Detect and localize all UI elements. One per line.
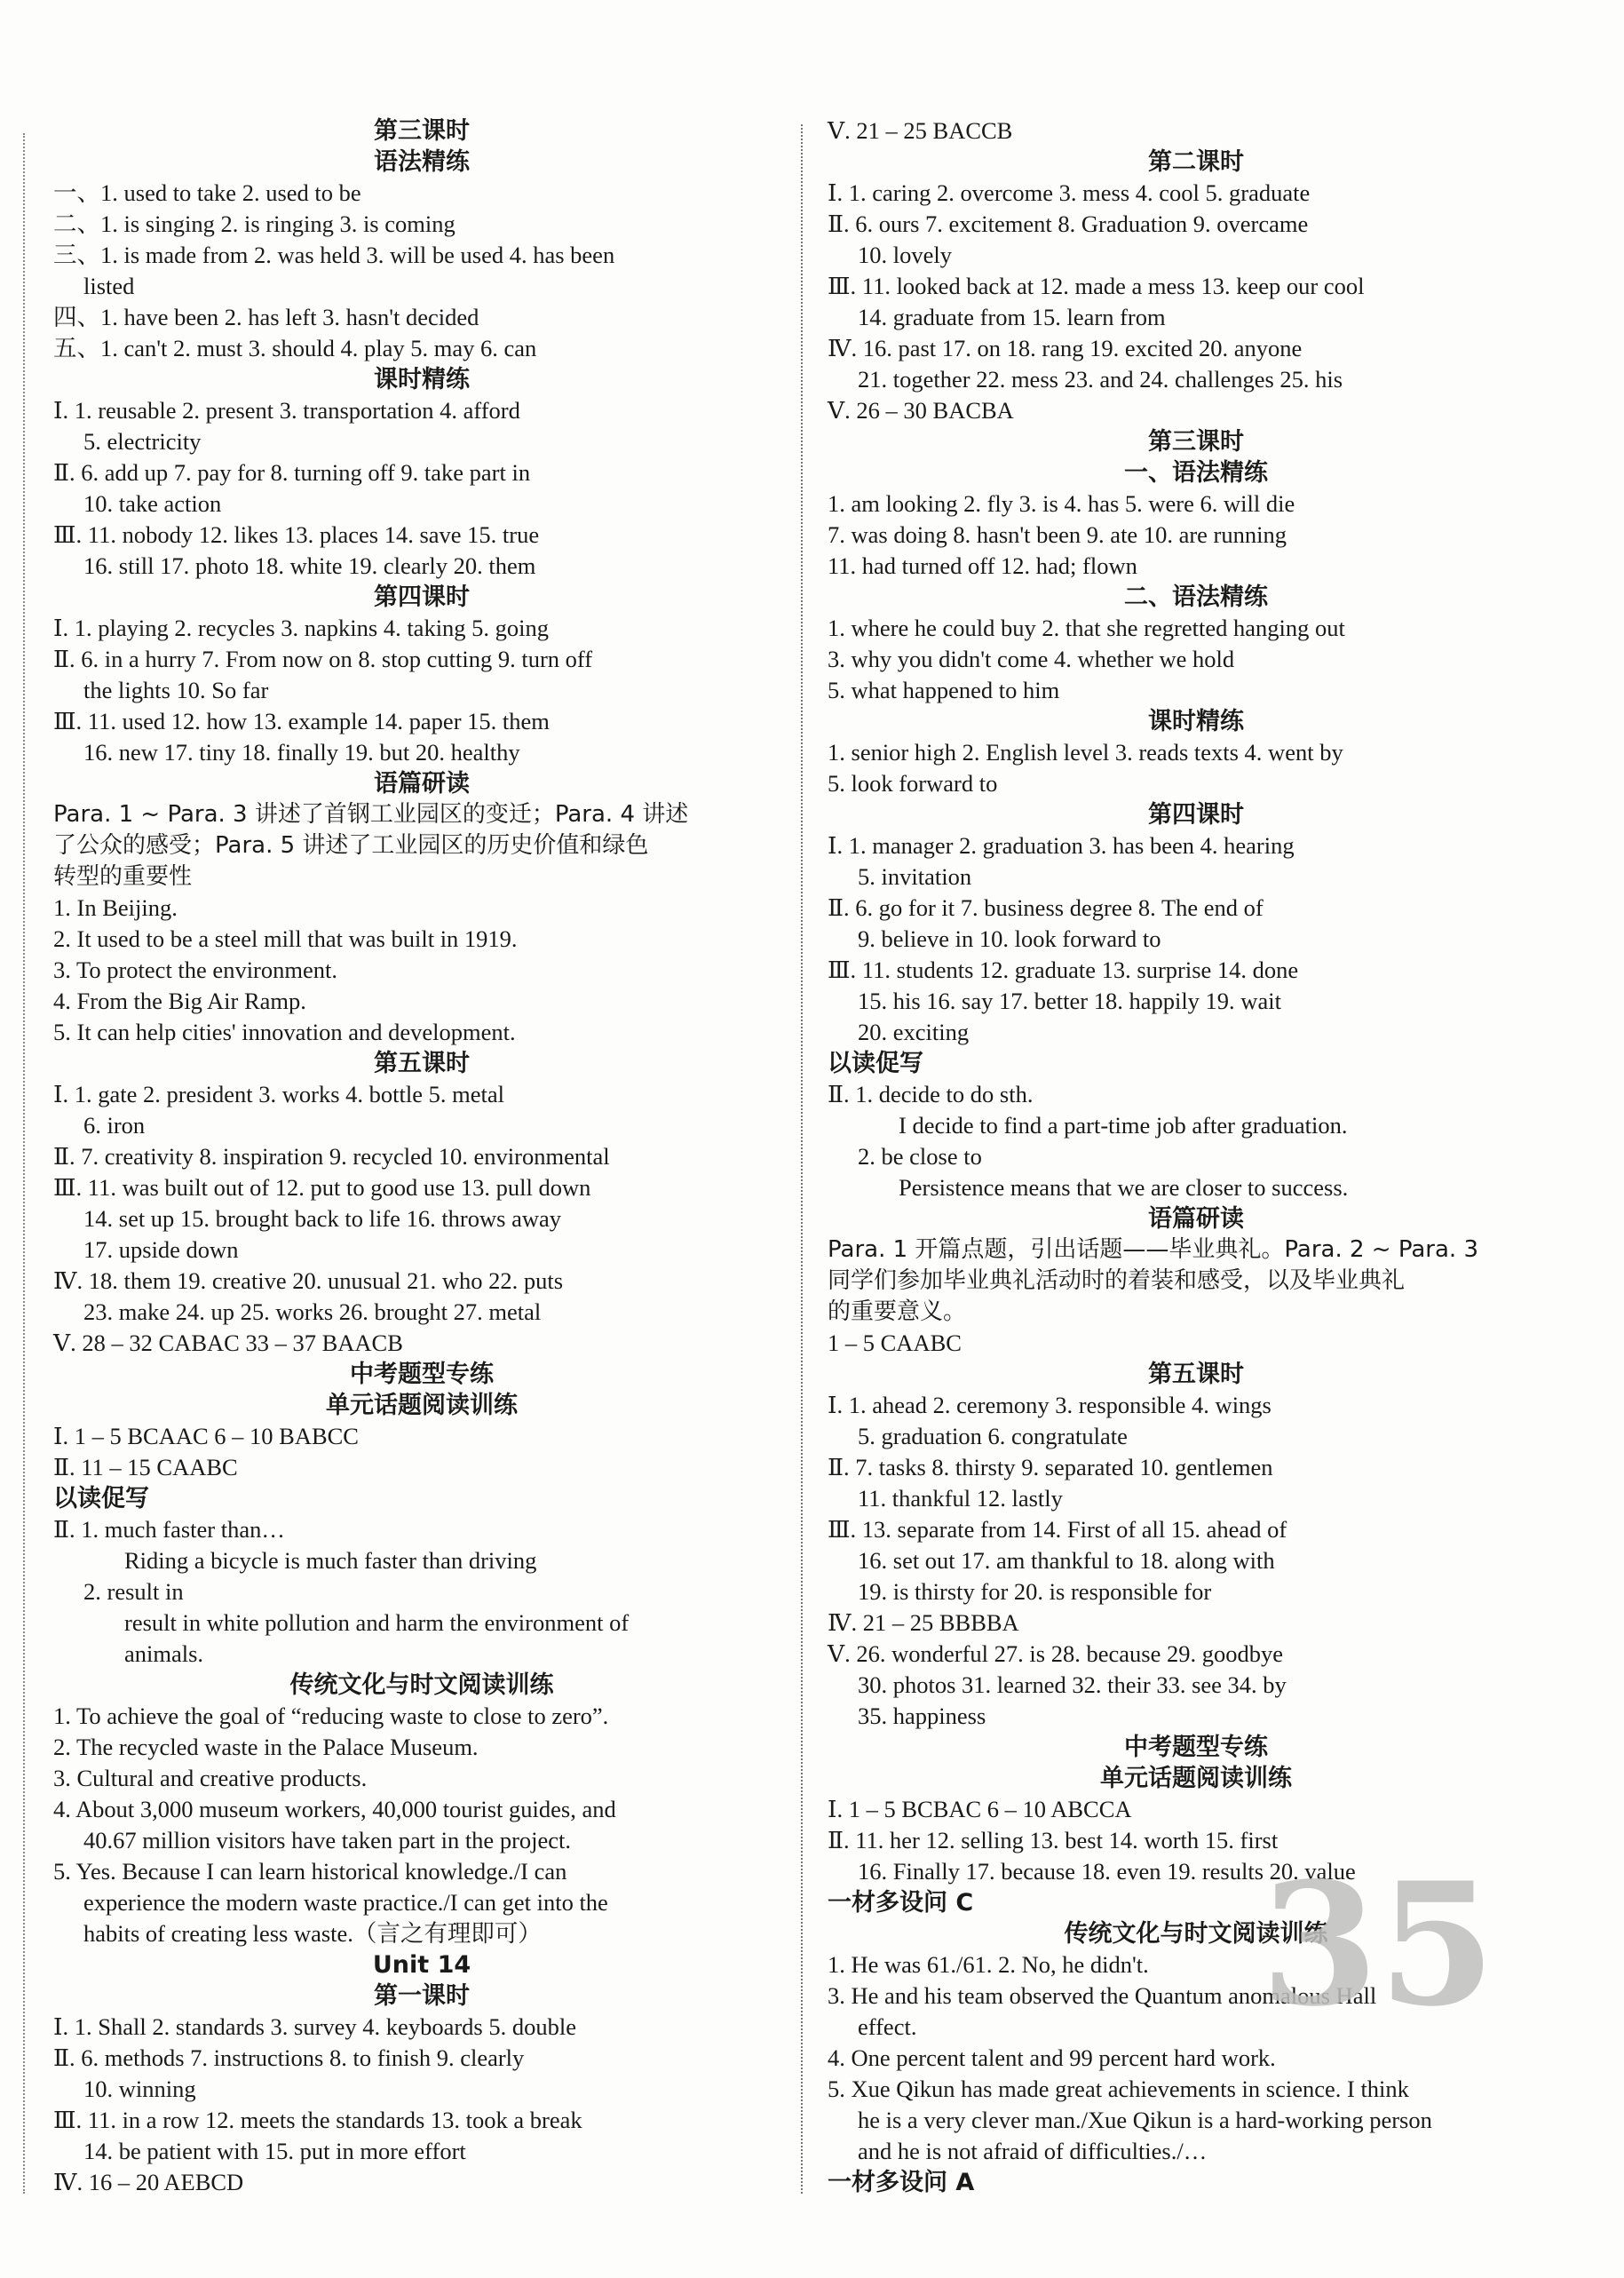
answer-line: Ⅰ. 1 – 5 BCBAC 6 – 10 ABCCA	[828, 1796, 1132, 1822]
answer-line: and he is not afraid of difficulties./…	[858, 2138, 1208, 2164]
answer-line: 1. In Beijing.	[53, 894, 178, 921]
answer-line: Ⅴ. 28 – 32 CABAC 33 – 37 BAACB	[53, 1329, 403, 1356]
answer-line: Para. 1 ~ Para. 3 讲述了首钢工业园区的变迁；Para. 4 讲述	[53, 801, 689, 828]
answer-line: 7. was doing 8. hasn't been 9. ate 10. are running	[828, 521, 1287, 548]
answer-line: 4. From the Big Air Ramp.	[53, 988, 306, 1014]
answer-line: 同学们参加毕业典礼活动时的着装和感受，以及毕业典礼	[828, 1267, 1406, 1294]
section-heading: 课时精练	[374, 366, 470, 393]
answer-line: Ⅰ. 1. Shall 2. standards 3. survey 4. keyboards 5. double	[53, 2013, 576, 2040]
answer-line: Ⅳ. 21 – 25 BBBBA	[828, 1609, 1019, 1636]
section-heading: 中考题型专练	[350, 1361, 494, 1388]
answer-line: 21. together 22. mess 23. and 24. challenges 25. his	[858, 366, 1343, 393]
answer-line: 3. He and his team observed the Quantum anomalous Hall	[828, 1982, 1377, 2009]
answer-line: 16. new 17. tiny 18. finally 19. but 20. healthy	[83, 739, 520, 766]
answer-line: Ⅲ. 11. in a row 12. meets the standards 13. took a break	[53, 2107, 582, 2133]
answer-line: 了公众的感受；Para. 5 讲述了工业园区的历史价值和绿色	[53, 832, 649, 859]
answer-line: Ⅱ. 11. her 12. selling 13. best 14. worth 15. first	[828, 1827, 1279, 1853]
section-heading: 第五课时	[1148, 1361, 1244, 1388]
answer-line: 15. his 16. say 17. better 18. happily 19. wait	[858, 988, 1281, 1014]
left-column	[53, 115, 790, 2198]
section-heading: 第四课时	[1148, 801, 1244, 829]
answer-line: 16. set out 17. am thankful to 18. along with	[858, 1547, 1275, 1574]
section-heading: 传统文化与时文阅读训练	[1064, 1920, 1328, 1948]
answer-line: 1. am looking 2. fly 3. is 4. has 5. were 6. will die	[828, 490, 1295, 517]
section-heading: 第五课时	[374, 1050, 470, 1077]
section-heading: 以读促写	[828, 1050, 923, 1077]
answer-line: 5. Xue Qikun has made great achievements in science. I think	[828, 2076, 1409, 2102]
answer-line: 转型的重要性	[53, 863, 193, 890]
answer-line: Ⅱ. 11 – 15 CAABC	[53, 1454, 238, 1480]
section-heading: 第二课时	[1148, 148, 1244, 176]
answer-line: Ⅱ. 7. creativity 8. inspiration 9. recycled 10. environmental	[53, 1143, 610, 1170]
answer-line: Ⅱ. 6. in a hurry 7. From now on 8. stop cutting 9. turn off	[53, 646, 593, 672]
answer-line: 一、1. used to take 2. used to be	[53, 179, 361, 206]
answer-line: Ⅱ. 6. add up 7. pay for 8. turning off 9. take part in	[53, 459, 531, 486]
answer-line: 11. had turned off 12. had; flown	[828, 552, 1137, 579]
section-heading: 语篇研读	[1148, 1205, 1244, 1233]
answer-line: Ⅱ. 1. much faster than…	[53, 1516, 285, 1543]
section-heading: 语法精练	[374, 148, 470, 176]
answer-line: 5. what happened to him	[828, 677, 1060, 703]
answer-line: 11. thankful 12. lastly	[858, 1485, 1063, 1512]
answer-line: 19. is thirsty for 20. is responsible for	[858, 1578, 1212, 1605]
answer-line: 2. It used to be a steel mill that was built in 1919.	[53, 925, 518, 952]
answer-line: Para. 1 开篇点题，引出话题——毕业典礼。Para. 2 ~ Para. 3	[828, 1236, 1478, 1263]
answer-line: Ⅲ. 11. students 12. graduate 13. surprise 14. done	[828, 956, 1299, 983]
answer-line: Ⅴ. 26 – 30 BACBA	[828, 397, 1014, 424]
answer-line: Ⅱ. 6. go for it 7. business degree 8. The end of	[828, 894, 1264, 921]
section-heading: 第三课时	[374, 117, 470, 145]
answer-line: Ⅰ. 1 – 5 BCAAC 6 – 10 BABCC	[53, 1423, 359, 1449]
section-heading: 课时精练	[1148, 708, 1244, 735]
answer-line: 2. be close to	[858, 1143, 982, 1170]
answer-line: animals.	[124, 1640, 204, 1667]
answer-line: 9. believe in 10. look forward to	[858, 925, 1161, 952]
section-heading: 一材多设问 C	[828, 1889, 974, 1917]
answer-line: 14. graduate from 15. learn from	[858, 304, 1166, 330]
left-margin-rule	[23, 133, 25, 2194]
answer-line: Ⅴ. 21 – 25 BACCB	[828, 117, 1013, 144]
answer-line: Ⅰ. 1. manager 2. graduation 3. has been 4. hearing	[828, 832, 1295, 859]
section-heading: 第四课时	[374, 583, 470, 611]
answer-line: 16. Finally 17. because 18. even 19. results 20. value	[858, 1858, 1356, 1885]
answer-line: 17. upside down	[83, 1236, 239, 1263]
answer-line: 1 – 5 CAABC	[828, 1329, 962, 1356]
answer-line: Ⅳ. 18. them 19. creative 20. unusual 21. who 22. puts	[53, 1267, 564, 1294]
answer-line: 3. To protect the environment.	[53, 956, 337, 983]
answer-line: Ⅲ. 11. used 12. how 13. example 14. paper 15. them	[53, 708, 550, 734]
answer-line: the lights 10. So far	[83, 677, 269, 703]
answer-line: experience the modern waste practice./I can get into the	[83, 1889, 608, 1916]
answer-line: 5. Yes. Because I can learn historical knowledge./I can	[53, 1858, 567, 1885]
answer-line: 10. winning	[83, 2076, 196, 2102]
answer-line: 三、1. is made from 2. was held 3. will be used 4. has been	[53, 242, 615, 268]
section-heading: Unit 14	[372, 1951, 471, 1979]
answer-line: 20. exciting	[858, 1019, 970, 1045]
answer-line: listed	[83, 273, 135, 299]
section-heading: 语篇研读	[374, 770, 470, 798]
answer-line: 2. The recycled waste in the Palace Museum.	[53, 1734, 479, 1760]
answer-line: 的重要意义。	[828, 1298, 967, 1325]
answer-line: Persistence means that we are closer to success.	[899, 1174, 1349, 1201]
section-heading: 第一课时	[374, 1982, 470, 2010]
answer-line: Riding a bicycle is much faster than driving	[124, 1547, 537, 1574]
answer-line: 14. be patient with 15. put in more effort	[83, 2138, 466, 2164]
page-number: 35	[1261, 1845, 1496, 2044]
answer-line: 5. invitation	[858, 863, 972, 890]
answer-line: Ⅱ. 7. tasks 8. thirsty 9. separated 10. gentlemen	[828, 1454, 1273, 1480]
section-heading: 一材多设问 A	[828, 2169, 975, 2196]
answer-line: Ⅲ. 11. nobody 12. likes 13. places 14. save 15. true	[53, 521, 540, 548]
answer-line: Ⅱ. 6. ours 7. excitement 8. Graduation 9. overcame	[828, 210, 1309, 237]
answer-line: Ⅰ. 1. playing 2. recycles 3. napkins 4. taking 5. going	[53, 615, 550, 641]
answer-line: 16. still 17. photo 18. white 19. clearly 20. them	[83, 552, 536, 579]
answer-line: 4. One percent talent and 99 percent hard work.	[828, 2044, 1276, 2071]
answer-line: Ⅰ. 1. ahead 2. ceremony 3. responsible 4. wings	[828, 1392, 1271, 1418]
answer-line: Ⅳ. 16 – 20 AEBCD	[53, 2169, 244, 2195]
section-heading: 二、语法精练	[1124, 583, 1268, 611]
answer-line: Ⅱ. 1. decide to do sth.	[828, 1081, 1034, 1107]
answer-line: Ⅴ. 26. wonderful 27. is 28. because 29. goodbye	[828, 1640, 1283, 1667]
answer-line: 5. electricity	[83, 428, 202, 455]
answer-line: 1. senior high 2. English level 3. reads texts 4. went by	[828, 739, 1343, 766]
answer-line: 3. why you didn't come 4. whether we hold	[828, 646, 1235, 672]
section-heading: 单元话题阅读训练	[326, 1392, 518, 1419]
answer-line: 五、1. can't 2. must 3. should 4. play 5. may 6. can	[53, 335, 537, 361]
answer-line: 6. iron	[83, 1112, 146, 1139]
answer-line: 5. It can help cities' innovation and development.	[53, 1019, 516, 1045]
answer-line: 5. graduation 6. congratulate	[858, 1423, 1128, 1449]
answer-line: Ⅰ. 1. reusable 2. present 3. transportation 4. afford	[53, 397, 520, 424]
section-heading: 以读促写	[53, 1485, 149, 1512]
answer-line: Ⅲ. 11. looked back at 12. made a mess 13. keep our cool	[828, 273, 1365, 299]
answer-line: 1. where he could buy 2. that she regretted hanging out	[828, 615, 1345, 641]
answer-line: 5. look forward to	[828, 770, 998, 797]
answer-line: 2. result in	[83, 1578, 184, 1605]
section-heading: 第三课时	[1148, 428, 1244, 456]
answer-line: 40.67 million visitors have taken part in the project.	[83, 1827, 572, 1853]
section-heading: 单元话题阅读训练	[1100, 1765, 1292, 1792]
answer-line: 14. set up 15. brought back to life 16. throws away	[83, 1205, 561, 1232]
answer-line: Ⅰ. 1. gate 2. president 3. works 4. bottle 5. metal	[53, 1081, 504, 1107]
section-heading: 一、语法精练	[1124, 459, 1268, 487]
answer-line: 4. About 3,000 museum workers, 40,000 tourist guides, and	[53, 1796, 616, 1822]
answer-line: Ⅱ. 6. methods 7. instructions 8. to finish 9. clearly	[53, 2044, 525, 2071]
answer-line: 1. He was 61./61. 2. No, he didn't.	[828, 1951, 1149, 1978]
answer-line: 二、1. is singing 2. is ringing 3. is coming	[53, 210, 456, 237]
answer-line: habits of creating less waste.（言之有理即可）	[83, 1920, 542, 1947]
answer-line: Ⅲ. 13. separate from 14. First of all 15. ahead of	[828, 1516, 1287, 1543]
answer-line: 35. happiness	[858, 1703, 986, 1729]
answer-line: Ⅰ. 1. caring 2. overcome 3. mess 4. cool 5. graduate	[828, 179, 1311, 206]
answer-line: 3. Cultural and creative products.	[53, 1765, 368, 1791]
answer-line: 30. photos 31. learned 32. their 33. see 34. by	[858, 1671, 1287, 1698]
answer-line: Ⅳ. 16. past 17. on 18. rang 19. excited 20. anyone	[828, 335, 1303, 361]
answer-line: I decide to find a part-time job after graduation.	[899, 1112, 1348, 1139]
answer-line: 10. lovely	[858, 242, 952, 268]
column-divider	[801, 124, 803, 2194]
section-heading: 传统文化与时文阅读训练	[289, 1671, 554, 1699]
section-heading: 中考题型专练	[1124, 1734, 1268, 1761]
answer-line: 四、1. have been 2. has left 3. hasn't decided	[53, 304, 479, 330]
answer-line: he is a very clever man./Xue Qikun is a hard-working person	[858, 2107, 1432, 2133]
answer-line: 1. To achieve the goal of “reducing waste to close to zero”.	[53, 1703, 609, 1729]
answer-line: effect.	[858, 2013, 917, 2040]
answer-line: result in white pollution and harm the environment of	[124, 1609, 630, 1636]
answer-line: Ⅲ. 11. was built out of 12. put to good use 13. pull down	[53, 1174, 591, 1201]
answer-line: 23. make 24. up 25. works 26. brought 27. metal	[83, 1298, 542, 1325]
answer-line: 10. take action	[83, 490, 222, 517]
